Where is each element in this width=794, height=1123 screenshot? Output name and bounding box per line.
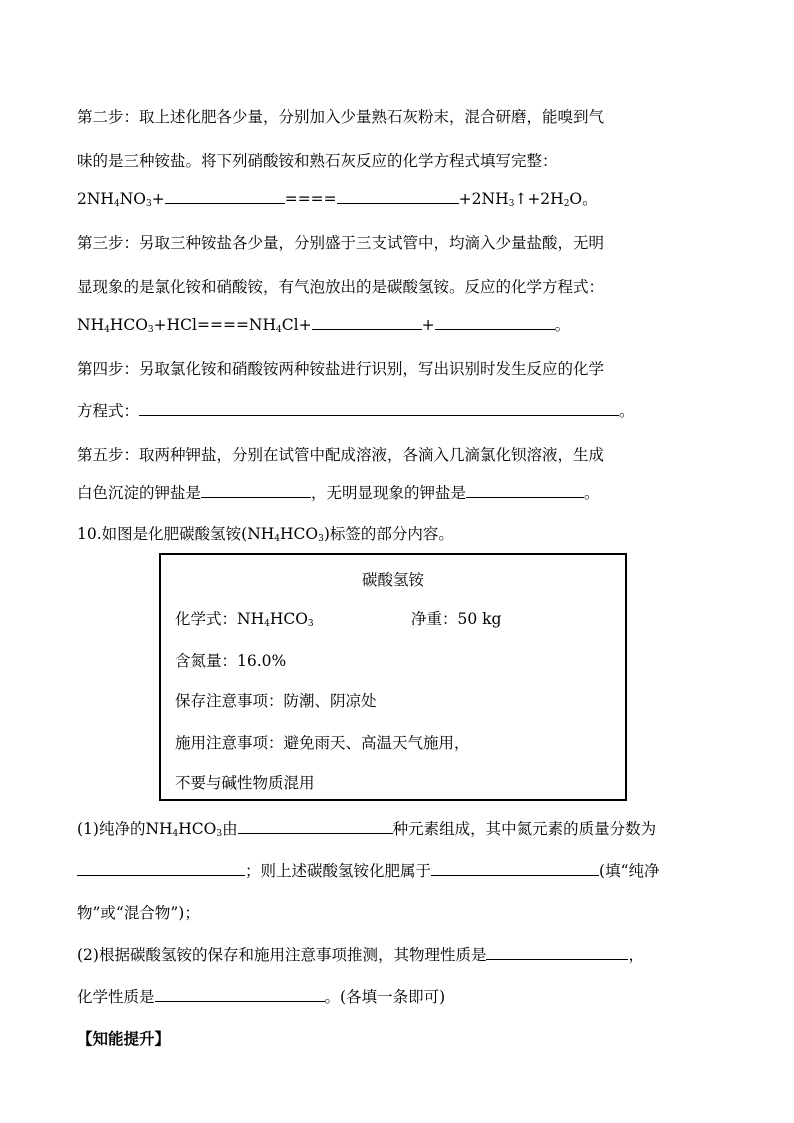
q1-line1: (1)纯净的$NH_4HCO_3$由 种元素组成，其中氮元素的质量分数为 [77,820,657,839]
answer-blank[interactable] [431,861,599,876]
step2-equation: $2NH_4NO_3+$ ==== $+2NH_3↑+2H_2O$。 [77,190,598,209]
answer-blank[interactable] [312,315,422,330]
label-storage: 保存注意事项：防潮、阴凉处 [175,692,377,710]
step3-line1: 第三步：另取三种铵盐各少量，分别盛于三支试管中，均滴入少量盐酸，无明 [77,234,605,252]
fertilizer-label-box [159,553,627,801]
label-nitrogen: 含氮量：16.0% [175,652,287,670]
step3-line2: 显现象的是氯化铵和硝酸铵，有气泡放出的是碳酸氢铵。反应的化学方程式： [77,278,605,296]
step5-line1: 第五步：取两种钾盐，分别在试管中配成溶液，各滴入几滴氯化钡溶液，生成 [77,446,605,464]
step4-line1: 第四步：另取氯化铵和硝酸铵两种铵盐进行识别，写出识别时发生反应的化学 [77,360,605,378]
q1-line2: ；则上述碳酸氢铵化肥属于 (填“纯净 [77,861,660,881]
q2-line1: (2)根据碳酸氢铵的保存和施用注意事项推测，其物理性质是 ， [77,946,644,964]
answer-blank[interactable] [238,819,393,834]
q1-line3: 物”或“混合物”)； [77,904,200,922]
label-net-weight: 净重：50 kg [411,610,502,628]
step2-line1: 第二步：取上述化肥各少量，分别加入少量熟石灰粉末，混合研磨，能嗅到气 [77,108,605,126]
answer-blank[interactable] [155,987,325,1002]
answer-blank[interactable] [77,861,245,876]
answer-blank[interactable] [435,315,555,330]
step2-line2: 味的是三种铵盐。将下列硝酸铵和熟石灰反应的化学方程式填写完整： [77,152,558,170]
step5-line2: 白色沉淀的钾盐是 ，无明显现象的钾盐是 。 [77,484,600,502]
label-usage-1: 施用注意事项：避免雨天、高温天气施用， [175,734,470,752]
step4-line2: 方程式： 。 [77,402,635,420]
answer-blank[interactable] [201,483,311,498]
label-usage-2: 不要与碱性物质混用 [175,774,315,792]
label-title: 碳酸氢铵 [361,571,424,589]
answer-blank[interactable] [165,189,285,204]
question-10: 10.如图是化肥碳酸氢铵$(NH_4HCO_3)$标签的部分内容。 [77,525,454,544]
answer-blank[interactable] [466,483,584,498]
section-heading: 【知能提升】 [77,1029,171,1048]
label-formula: 化学式：$NH_4HCO_3$ [175,610,314,629]
answer-blank[interactable] [337,189,459,204]
q2-line2: 化学性质是 。(各填一条即可) [77,988,446,1006]
answer-blank[interactable] [139,401,619,416]
step3-equation: $NH_4HCO_3+HCl====NH_4Cl+$ + 。 [77,316,571,335]
answer-blank[interactable] [486,945,628,960]
